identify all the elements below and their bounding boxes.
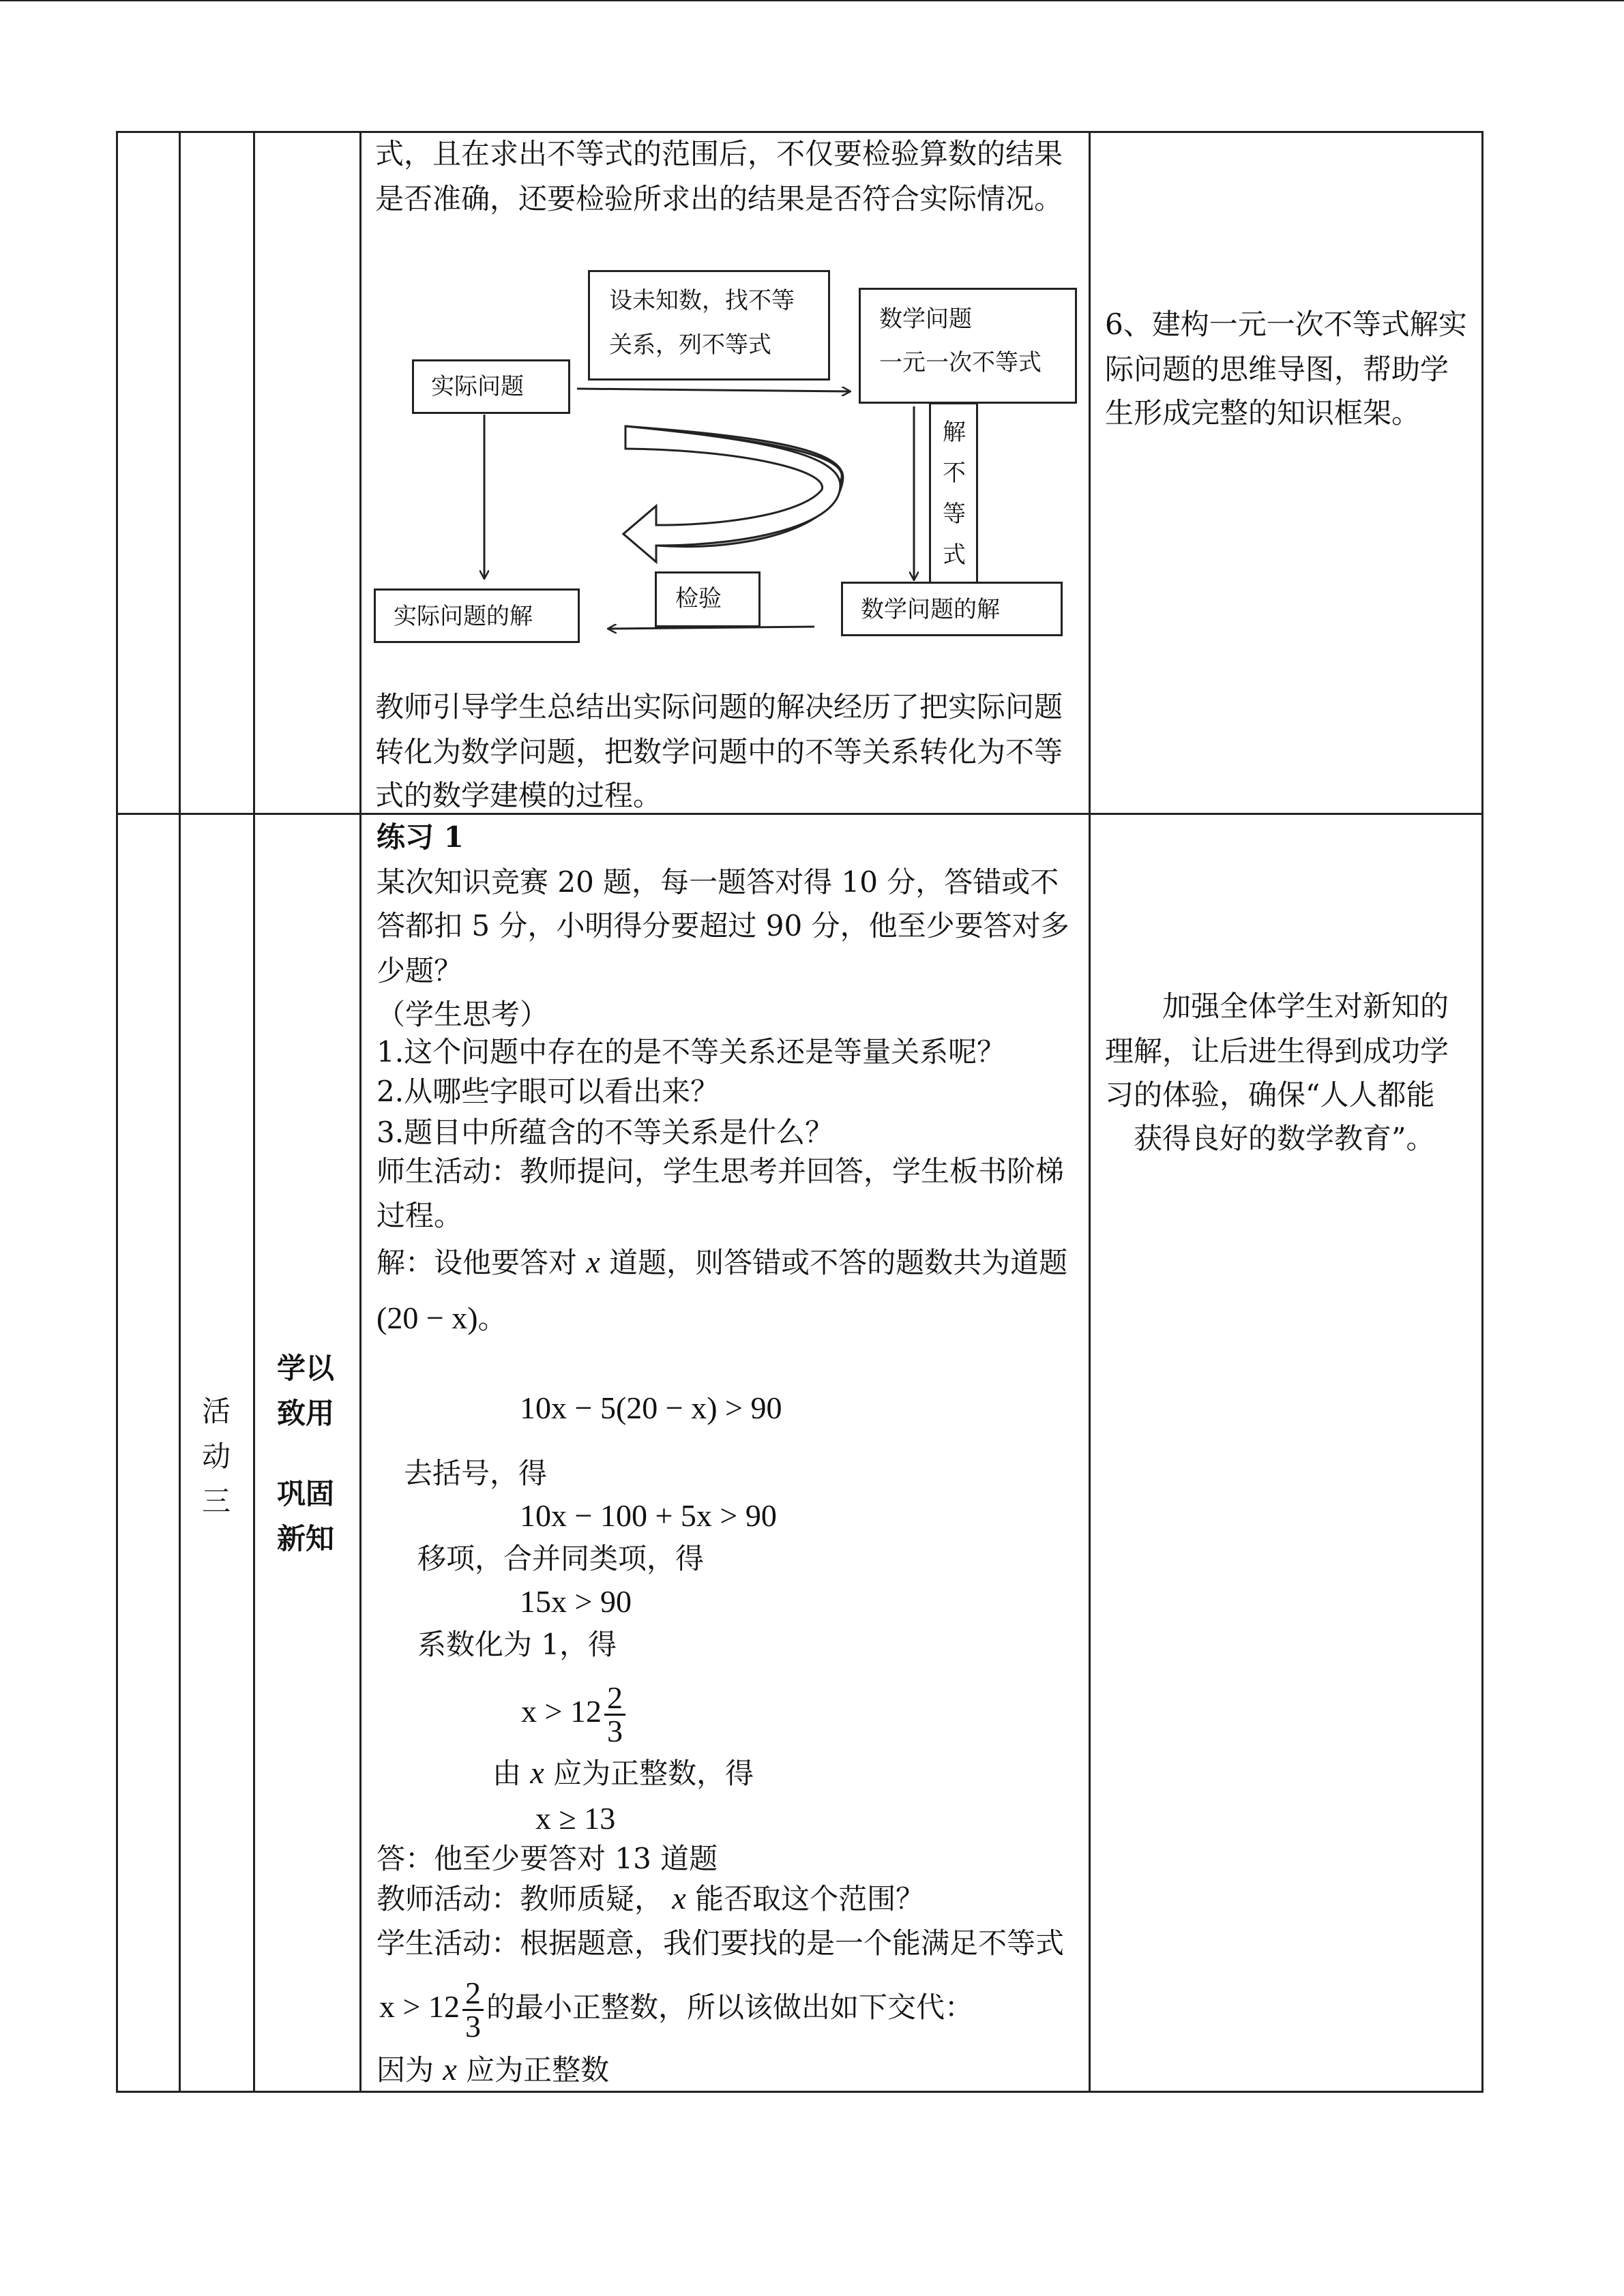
- math-problem-text: 数学问题: [879, 305, 972, 333]
- step-3: 系数化为 1，得: [417, 1628, 617, 1661]
- equation-3: 15x > 90: [520, 1584, 632, 1619]
- exercise-title: 练习 1: [377, 820, 464, 854]
- activity-line: 师生活动：教师提问，学生思考并回答，学生板书阶梯: [377, 1154, 1065, 1188]
- verify-text: 检验: [675, 585, 722, 612]
- problem-line: 少题？: [377, 954, 463, 987]
- right-note-line: 获得良好的数学教育”。: [1105, 1122, 1435, 1155]
- step-2: 移项，合并同类项，得: [417, 1542, 705, 1575]
- activity-char: 三: [201, 1485, 231, 1518]
- think-label: （学生思考）: [377, 998, 549, 1031]
- solution-suffix: 道题，则答错或不答的题数共为道题: [609, 1246, 1068, 1279]
- fraction-two-thirds: $\frac{2}{3}$: [604, 1682, 625, 1747]
- question-2: 2.从哪些字眼可以看出来？: [377, 1075, 720, 1108]
- right-note-line: 生形成完整的知识框架。: [1105, 396, 1421, 430]
- summary-line: 教师引导学生总结出实际问题的解决经历了把实际问题: [375, 690, 1063, 724]
- math-problem-text: 一元一次不等式: [879, 349, 1042, 376]
- fraction-two-thirds: $\frac{2}{3}$: [462, 1978, 484, 2042]
- equation-4: [521, 1674, 628, 1749]
- activity-char: 活: [201, 1395, 231, 1428]
- problem-line: 答都扣 5 分，小明得分要超过 90 分，他至少要答对多: [377, 909, 1069, 942]
- right-note-line: 6、建构一元一次不等式解实: [1105, 308, 1467, 341]
- equation-1: 10x − 5(20 − x) > 90: [520, 1390, 782, 1425]
- set-unknown-text: 关系，列不等式: [609, 331, 771, 359]
- equation-5: x ≥ 13: [535, 1801, 616, 1836]
- problem-line: 某次知识竞赛 20 题，每一题答对得 10 分，答错或不: [377, 865, 1059, 899]
- feedback-curved-arrow-front: [623, 426, 840, 562]
- real-solution-text: 实际问题的解: [394, 603, 533, 630]
- step-4: 由 x 应为正整数，得: [492, 1755, 754, 1790]
- math-solution-text: 数学问题的解: [861, 596, 1000, 623]
- step-1: 去括号，得: [404, 1457, 548, 1490]
- activity-line: 过程。: [377, 1199, 463, 1232]
- solution-end: 。: [477, 1302, 507, 1335]
- intro-line: 是否准确，还要检验所求出的结果是否符合实际情况。: [375, 182, 1063, 215]
- student-activity: 学生活动：根据题意，我们要找的是一个能满足不等式: [377, 1926, 1065, 1960]
- solve-char: 解: [943, 419, 966, 446]
- equation-4-lhs: x > 12: [521, 1694, 602, 1729]
- question-3: 3.题目中所蕴含的不等关系是什么？: [377, 1116, 834, 1149]
- summary-line: 式的数学建模的过程。: [375, 779, 662, 812]
- real-problem-text: 实际问题: [431, 373, 524, 400]
- solve-char: 等: [943, 501, 966, 528]
- stage-label: 巩固: [277, 1477, 335, 1510]
- solution-prefix: 解：设他要答对: [377, 1246, 578, 1279]
- right-note-line: 际问题的思维导图，帮助学: [1105, 353, 1449, 386]
- solution-expr-line: [377, 1296, 507, 1341]
- arrow-to-math-problem: [577, 389, 850, 391]
- answer-line: 答：他至少要答对 13 道题: [377, 1842, 718, 1875]
- solve-char: 不: [943, 460, 966, 487]
- question-1: 1.这个问题中存在的是不等关系还是等量关系呢？: [377, 1035, 1006, 1069]
- set-unknown-text: 设未知数，找不等: [609, 287, 795, 314]
- solution-expr: (20 − x): [377, 1300, 478, 1335]
- stage-label: 致用: [277, 1397, 335, 1430]
- right-note-line: 理解，让后进生得到成功学: [1105, 1034, 1449, 1068]
- because-line: 因为 x 应为正整数: [377, 2052, 610, 2087]
- activity-char: 动: [201, 1440, 231, 1473]
- var-x: x: [586, 1244, 600, 1279]
- stage-label: 新知: [277, 1522, 335, 1555]
- equation-2: 10x − 100 + 5x > 90: [520, 1498, 777, 1533]
- summary-line: 转化为数学问题，把数学问题中的不等关系转化为不等: [375, 735, 1063, 769]
- student-activity-tail: x > 12 $\frac{2}{3}$ 的最小正整数，所以该做出如下交代：: [379, 1975, 973, 2044]
- right-note-line: 习的体验，确保“人人都能: [1105, 1078, 1435, 1112]
- solve-char: 式: [943, 541, 966, 569]
- intro-line: 式，且在求出不等式的范围后，不仅要检验算数的结果: [375, 137, 1063, 170]
- right-note-line: 加强全体学生对新知的: [1105, 989, 1449, 1023]
- stage-label: 学以: [277, 1352, 335, 1385]
- teacher-activity: 教师活动：教师质疑， x 能否取这个范围？: [377, 1881, 925, 1915]
- solution-line: [377, 1240, 1067, 1285]
